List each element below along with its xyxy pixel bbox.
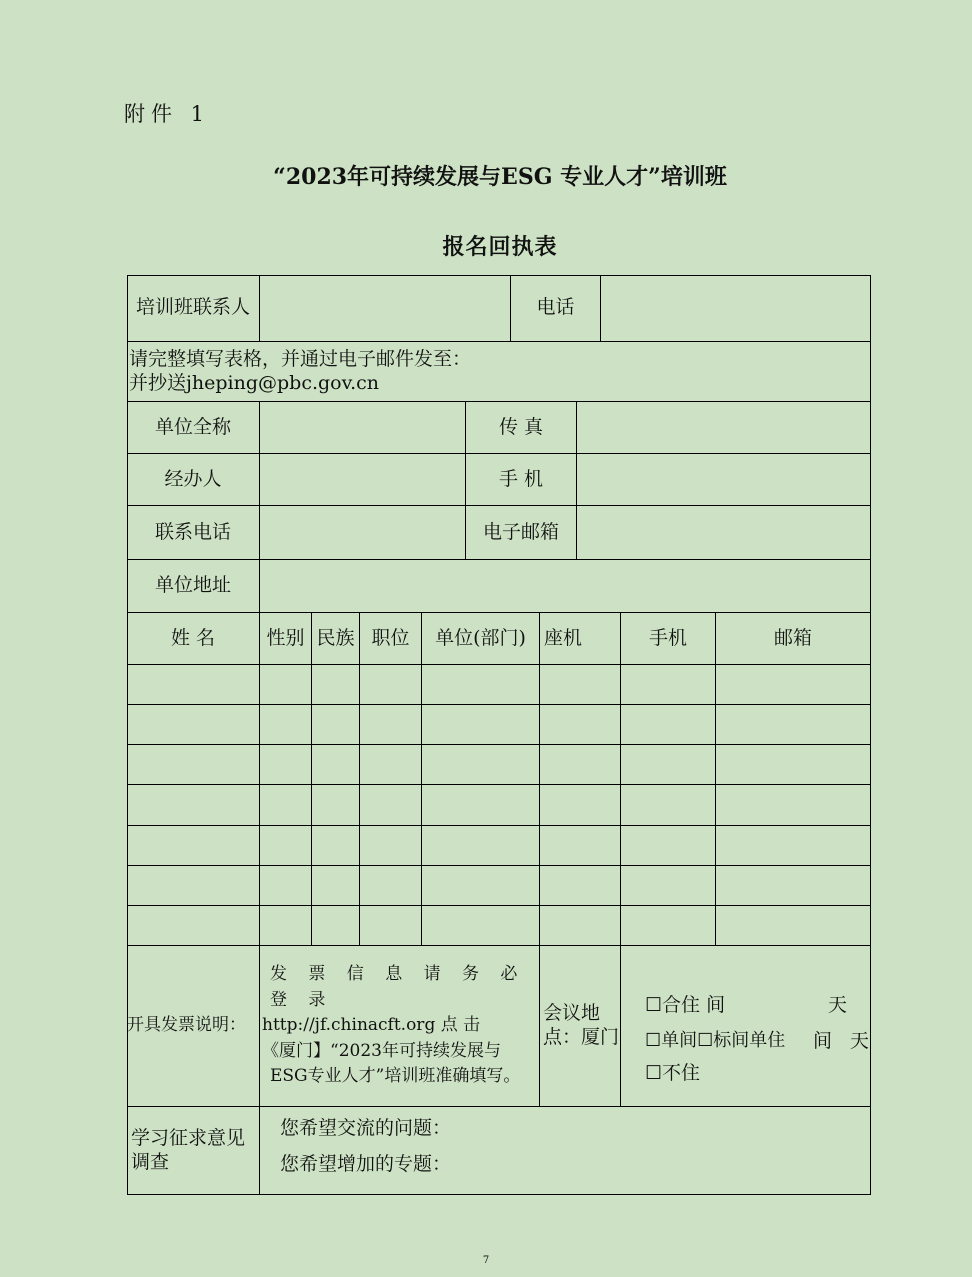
header-landline: 座机 (540, 613, 621, 665)
address-field[interactable] (260, 560, 871, 613)
participant-position-cell[interactable] (360, 785, 422, 826)
venue-line2: 点：厦门 (543, 1026, 620, 1048)
participant-email-cell[interactable] (716, 866, 871, 906)
mobile-field[interactable] (577, 454, 871, 506)
survey-label-line2: 调查 (131, 1150, 170, 1173)
participant-department-cell[interactable] (422, 745, 540, 785)
email-label: 电子邮箱 (466, 506, 577, 560)
phone-label: 联系电话 (127, 506, 260, 560)
header-department: 单位(部门) (422, 613, 540, 665)
lodging-options (621, 946, 871, 1107)
participant-position-cell[interactable] (360, 866, 422, 906)
lodging-single-days: 天 (850, 1030, 870, 1052)
participant-landline-cell[interactable] (540, 785, 621, 826)
participant-department-cell[interactable] (422, 906, 540, 946)
participant-landline-cell[interactable] (540, 705, 621, 745)
invoice-instructions (260, 946, 540, 1107)
page-number: 7 (482, 1255, 490, 1266)
unit-name-label: 单位全称 (127, 402, 260, 454)
invoice-label: 开具发票说明： (127, 946, 260, 1107)
participant-ethnicity-cell[interactable] (312, 906, 360, 946)
participant-mobile-cell[interactable] (621, 665, 716, 705)
participant-department-cell[interactable] (422, 705, 540, 745)
survey-question2: 您希望增加的专题： (280, 1153, 452, 1175)
contact-person-field[interactable] (260, 275, 511, 342)
header-email: 邮箱 (716, 613, 871, 665)
participant-department-cell[interactable] (422, 826, 540, 866)
survey-question1: 您希望交流的问题： (280, 1117, 452, 1139)
address-label: 单位地址 (127, 560, 260, 613)
phone-field[interactable] (260, 506, 466, 560)
lodging-single-rooms: 间 (813, 1030, 833, 1052)
participant-landline-cell[interactable] (540, 906, 621, 946)
contact-person-label: 培训班联系人 (127, 275, 260, 342)
participant-email-cell[interactable] (716, 665, 871, 705)
fax-label: 传 真 (466, 402, 577, 454)
participant-email-cell[interactable] (716, 906, 871, 946)
unit-name-field[interactable] (260, 402, 466, 454)
participant-email-cell[interactable] (716, 826, 871, 866)
participant-ethnicity-cell[interactable] (312, 826, 360, 866)
form-subtitle: 报名回执表 (442, 234, 558, 260)
survey-label-line1: 学习征求意见 (131, 1126, 246, 1149)
venue (540, 946, 621, 1107)
header-name: 姓 名 (127, 613, 260, 665)
invoice-line3: 《厦门】“2023年可持续发展与 (262, 1040, 501, 1061)
lodging-none-option[interactable]: ☐不住 (645, 1062, 701, 1084)
participant-position-cell[interactable] (360, 906, 422, 946)
participant-gender-cell[interactable] (260, 705, 312, 745)
participant-ethnicity-cell[interactable] (312, 665, 360, 705)
invoice-link[interactable]: http://jf.chinacft.org 点 击 (262, 1015, 481, 1036)
lodging-shared-option[interactable]: ☐合住 间 (645, 994, 726, 1016)
participant-landline-cell[interactable] (540, 745, 621, 785)
instructions-line1: 请完整填写表格，并通过电子邮件发至： (129, 347, 472, 370)
participant-mobile-cell[interactable] (621, 705, 716, 745)
handler-label: 经办人 (127, 454, 260, 506)
lodging-shared-days: 天 (828, 994, 848, 1016)
email-field[interactable] (577, 506, 871, 560)
participant-mobile-cell[interactable] (621, 906, 716, 946)
participant-email-cell[interactable] (716, 785, 871, 826)
participant-name-cell[interactable] (127, 866, 260, 906)
registration-form (127, 275, 871, 1195)
participant-gender-cell[interactable] (260, 866, 312, 906)
participant-ethnicity-cell[interactable] (312, 785, 360, 826)
participant-department-cell[interactable] (422, 866, 540, 906)
participant-gender-cell[interactable] (260, 665, 312, 705)
venue-line1: 会议地 (543, 1002, 601, 1025)
participant-landline-cell[interactable] (540, 866, 621, 906)
participant-department-cell[interactable] (422, 785, 540, 826)
attachment-label: 附件 1 (124, 102, 211, 126)
contact-phone-label: 电话 (511, 275, 601, 342)
participant-ethnicity-cell[interactable] (312, 866, 360, 906)
participant-name-cell[interactable] (127, 785, 260, 826)
participant-gender-cell[interactable] (260, 906, 312, 946)
participant-mobile-cell[interactable] (621, 745, 716, 785)
participant-department-cell[interactable] (422, 665, 540, 705)
invoice-line1: 发 票 信 息 请 务 必 登 录 (270, 964, 526, 1010)
participant-position-cell[interactable] (360, 745, 422, 785)
participant-ethnicity-cell[interactable] (312, 705, 360, 745)
header-position: 职位 (360, 613, 422, 665)
contact-phone-field[interactable] (601, 275, 871, 342)
mobile-label: 手 机 (466, 454, 577, 506)
participant-gender-cell[interactable] (260, 785, 312, 826)
survey-label (127, 1107, 260, 1195)
participant-email-cell[interactable] (716, 745, 871, 785)
participant-name-cell[interactable] (127, 705, 260, 745)
participant-ethnicity-cell[interactable] (312, 745, 360, 785)
participant-mobile-cell[interactable] (621, 826, 716, 866)
invoice-line4: ESG专业人才”培训班准确填写。 (270, 1066, 521, 1087)
participant-position-cell[interactable] (360, 826, 422, 866)
participant-landline-cell[interactable] (540, 665, 621, 705)
participant-name-cell[interactable] (127, 906, 260, 946)
participant-gender-cell[interactable] (260, 826, 312, 866)
header-ethnicity: 民族 (312, 613, 360, 665)
handler-field[interactable] (260, 454, 466, 506)
participant-name-cell[interactable] (127, 826, 260, 866)
participant-landline-cell[interactable] (540, 826, 621, 866)
participant-position-cell[interactable] (360, 665, 422, 705)
participant-mobile-cell[interactable] (621, 785, 716, 826)
participant-position-cell[interactable] (360, 705, 422, 745)
header-mobile: 手机 (621, 613, 716, 665)
survey-answers[interactable] (260, 1107, 871, 1195)
page-title: “2023年可持续发展与ESG 专业人才”培训班 (273, 164, 727, 190)
instructions-line2: 并抄送jheping@pbc.gov.cn (129, 371, 380, 394)
participant-name-cell[interactable] (127, 745, 260, 785)
participant-gender-cell[interactable] (260, 745, 312, 785)
participant-email-cell[interactable] (716, 705, 871, 745)
fax-field[interactable] (577, 402, 871, 454)
lodging-single-option[interactable]: ☐单间☐标间单住 (645, 1030, 786, 1051)
instructions (127, 342, 871, 402)
header-gender: 性别 (260, 613, 312, 665)
participant-mobile-cell[interactable] (621, 866, 716, 906)
participant-name-cell[interactable] (127, 665, 260, 705)
